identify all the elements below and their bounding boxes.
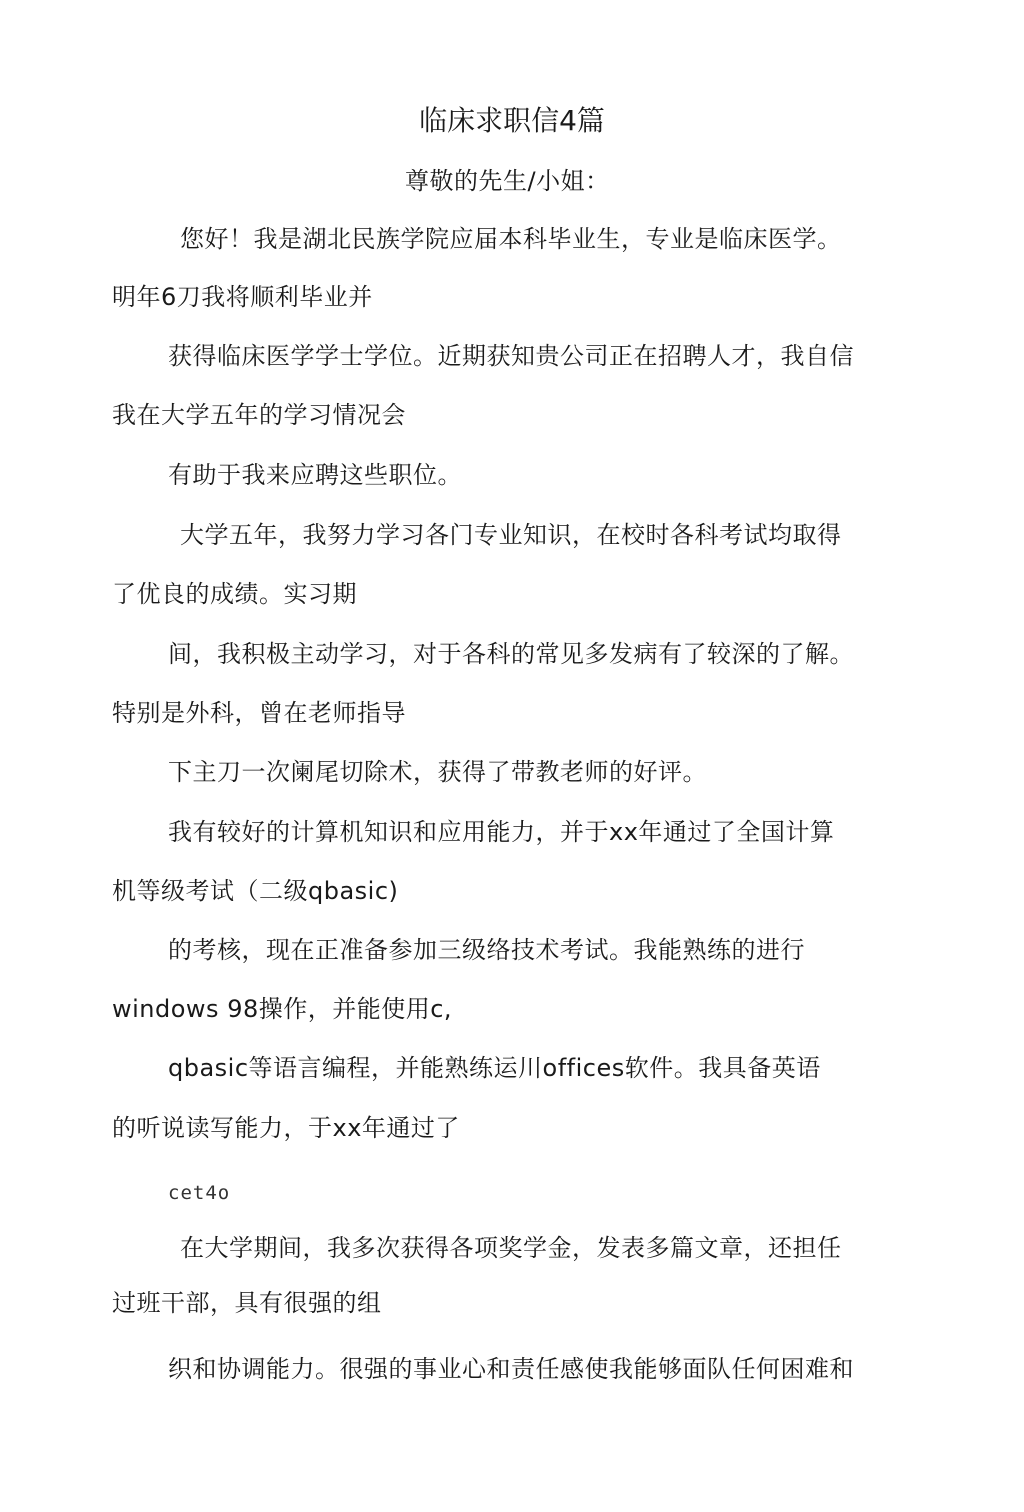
salutation: 尊敬的先生/小姐： — [405, 167, 610, 195]
body-line: windows 98操作，并能使用c, — [112, 995, 453, 1023]
body-line: 了优良的成绩。实习期 — [112, 580, 357, 608]
body-line: 获得临床医学学士学位。近期获知贵公司正在招聘人才，我自信 — [168, 342, 854, 370]
body-line: 我在大学五年的学习情况会 — [112, 401, 406, 429]
body-line: cet4o — [168, 1182, 231, 1204]
body-line: 特别是外科，曾在老师指导 — [112, 699, 406, 727]
body-line: 明年6刀我将顺利毕业并 — [112, 283, 373, 311]
body-line: 织和协调能力。很强的事业心和责任感使我能够面队任何困难和 — [168, 1355, 854, 1383]
body-line: 大学五年，我努力学习各门专业知识，在校时各科考试均取得 — [180, 521, 842, 549]
body-line: 的考核，现在正准备参加三级络技术考试。我能熟练的进行 — [168, 936, 805, 964]
body-line: 在大学期间，我多次获得各项奖学金，发表多篇文章，还担任 — [180, 1234, 842, 1262]
body-line: 过班干部，具有很强的组 — [112, 1289, 382, 1317]
body-line: 的听说读写能力，于xx年通过了 — [112, 1114, 460, 1142]
body-line: 间，我积极主动学习，对于各科的常见多发病有了较深的了解。 — [168, 640, 854, 668]
body-line: 有助于我来应聘这些职位。 — [168, 461, 462, 489]
body-line: 下主刀一次阑尾切除术，获得了带教老师的好评。 — [168, 758, 707, 786]
body-line: 我有较好的计算机知识和应用能力，并于xx年通过了全国计算 — [168, 818, 835, 846]
document-title: 临床求职信4篇 — [419, 104, 605, 137]
body-line: qbasic等语言编程，并能熟练运川offices软件。我具备英语 — [168, 1054, 821, 1082]
body-line: 机等级考试（二级qbasic) — [112, 877, 399, 905]
body-line: 您好！我是湖北民族学院应届本科毕业生，专业是临床医学。 — [180, 225, 842, 253]
